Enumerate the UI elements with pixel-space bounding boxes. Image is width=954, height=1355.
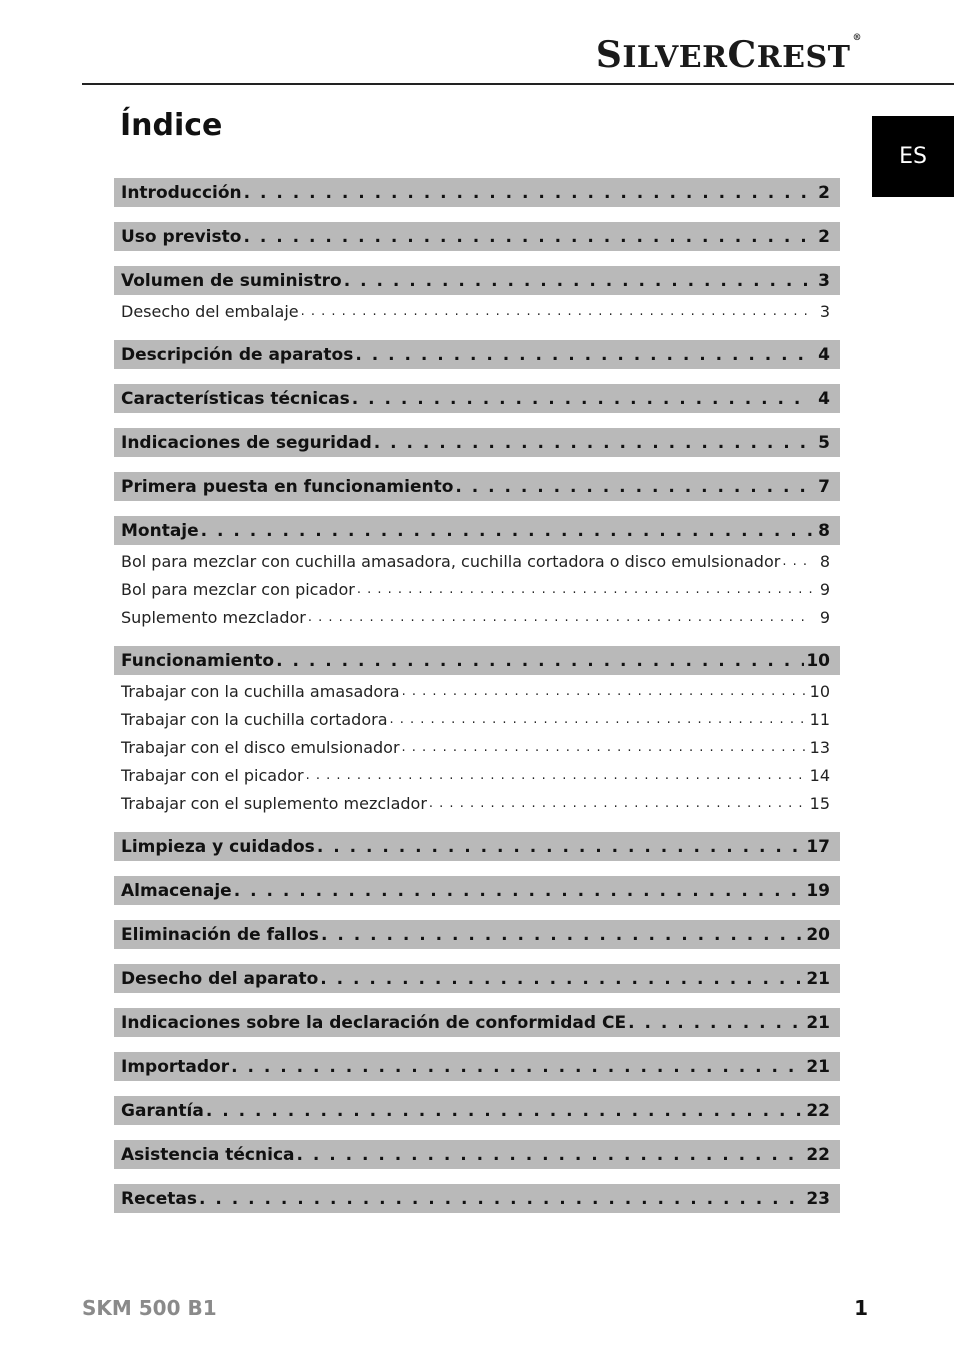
- footer-model: SKM 500 B1: [82, 1296, 217, 1320]
- toc-dot-leader: [357, 582, 812, 597]
- toc-entry-label: Trabajar con la cuchilla amasadora: [121, 681, 400, 701]
- toc-dot-leader: [402, 740, 808, 755]
- toc-dot-leader: [390, 712, 808, 727]
- toc-dot-leader: [455, 477, 812, 497]
- toc-dot-leader: [201, 521, 812, 541]
- toc-entry-label: Eliminación de fallos: [121, 924, 319, 945]
- toc-entry-page: 22: [806, 1144, 830, 1165]
- toc-section-entry[interactable]: [114, 428, 840, 457]
- toc-entry-label: Características técnicas: [121, 388, 350, 409]
- toc-dot-leader: [306, 768, 808, 783]
- toc-entry-label: Primera puesta en funcionamiento: [121, 476, 454, 497]
- toc-section-entry[interactable]: [114, 1052, 840, 1081]
- toc-entry-page: 14: [809, 765, 830, 785]
- toc-entry-label: Trabajar con el disco emulsionador: [121, 737, 400, 757]
- toc-section-entry[interactable]: [114, 516, 840, 545]
- toc-entry-label: Montaje: [121, 520, 199, 541]
- toc-entry-page: 22: [806, 1100, 830, 1121]
- toc-subsection-entry[interactable]: [114, 547, 840, 575]
- toc-dot-leader: [402, 684, 808, 699]
- toc-entry-page: 20: [806, 924, 830, 945]
- toc-dot-leader: [231, 1057, 804, 1077]
- toc-entry-page: 9: [819, 607, 830, 627]
- toc-entry-label: Indicaciones sobre la declaración de conformidad CE: [121, 1012, 627, 1033]
- toc-dot-leader: [320, 969, 804, 989]
- toc-entry-page: 9: [819, 579, 830, 599]
- toc-dot-leader: [355, 345, 812, 365]
- toc-entry-page: 17: [806, 836, 830, 857]
- language-tab: ES: [872, 116, 954, 197]
- toc-section-entry[interactable]: [114, 178, 840, 207]
- toc-dot-leader: [276, 651, 804, 671]
- toc-entry-page: 8: [818, 520, 830, 541]
- toc-entry-label: Bol para mezclar con picador: [121, 579, 355, 599]
- table-of-contents: [114, 178, 840, 1213]
- toc-entry-label: Importador: [121, 1056, 230, 1077]
- toc-entry-page: 5: [818, 432, 830, 453]
- toc-entry-page: 13: [809, 737, 830, 757]
- toc-subsection-entry[interactable]: [114, 677, 840, 705]
- toc-section-entry[interactable]: [114, 1184, 840, 1213]
- toc-dot-leader: [344, 271, 812, 291]
- toc-entry-label: Asistencia técnica: [121, 1144, 295, 1165]
- toc-dot-leader: [321, 925, 804, 945]
- toc-section-entry[interactable]: [114, 266, 840, 295]
- toc-entry-page: 10: [809, 681, 830, 701]
- toc-dot-leader: [782, 554, 812, 569]
- toc-entry-page: 10: [806, 650, 830, 671]
- toc-entry-label: Desecho del embalaje: [121, 301, 299, 321]
- toc-entry-label: Funcionamiento: [121, 650, 275, 671]
- toc-dot-leader: [206, 1101, 805, 1121]
- toc-subsection-entry[interactable]: [114, 761, 840, 789]
- toc-subsection-entry[interactable]: [114, 789, 840, 817]
- footer-page-number: 1: [854, 1296, 868, 1320]
- toc-entry-label: Recetas: [121, 1188, 197, 1209]
- toc-dot-leader: [429, 796, 808, 811]
- toc-dot-leader: [234, 881, 805, 901]
- toc-dot-leader: [628, 1013, 804, 1033]
- toc-section-entry[interactable]: [114, 222, 840, 251]
- toc-entry-page: 4: [818, 388, 830, 409]
- toc-entry-label: Trabajar con la cuchilla cortadora: [121, 709, 388, 729]
- toc-subsection-entry[interactable]: [114, 575, 840, 603]
- toc-entry-page: 4: [818, 344, 830, 365]
- toc-entry-label: Bol para mezclar con cuchilla amasadora, cuchilla cortadora o disco emulsionador: [121, 551, 781, 571]
- toc-dot-leader: [352, 389, 812, 409]
- toc-subsection-entry[interactable]: [114, 603, 840, 631]
- toc-subsection-entry[interactable]: [114, 297, 840, 325]
- toc-section-entry[interactable]: [114, 920, 840, 949]
- toc-entry-label: Uso previsto: [121, 226, 242, 247]
- toc-section-entry[interactable]: [114, 832, 840, 861]
- toc-dot-leader: [297, 1145, 805, 1165]
- toc-dot-leader: [301, 304, 812, 319]
- toc-entry-page: 3: [819, 301, 830, 321]
- toc-entry-label: Suplemento mezclador: [121, 607, 306, 627]
- toc-dot-leader: [199, 1189, 804, 1209]
- toc-entry-page: 8: [819, 551, 830, 571]
- toc-dot-leader: [244, 183, 812, 203]
- toc-entry-page: 3: [818, 270, 830, 291]
- toc-dot-leader: [374, 433, 812, 453]
- toc-entry-page: 15: [809, 793, 830, 813]
- toc-entry-label: Trabajar con el suplemento mezclador: [121, 793, 427, 813]
- toc-dot-leader: [308, 610, 812, 625]
- toc-entry-page: 21: [806, 1056, 830, 1077]
- toc-entry-label: Trabajar con el picador: [121, 765, 304, 785]
- toc-dot-leader: [317, 837, 805, 857]
- toc-entry-label: Indicaciones de seguridad: [121, 432, 372, 453]
- toc-section-entry[interactable]: [114, 384, 840, 413]
- toc-entry-label: Limpieza y cuidados: [121, 836, 315, 857]
- toc-entry-label: Descripción de aparatos: [121, 344, 354, 365]
- toc-entry-label: Volumen de suministro: [121, 270, 342, 291]
- toc-section-entry[interactable]: [114, 964, 840, 993]
- toc-entry-page: 7: [818, 476, 830, 497]
- toc-section-entry[interactable]: [114, 1096, 840, 1125]
- toc-section-entry[interactable]: [114, 1140, 840, 1169]
- toc-section-entry[interactable]: [114, 876, 840, 905]
- toc-entry-label: Almacenaje: [121, 880, 232, 901]
- toc-entry-label: Desecho del aparato: [121, 968, 319, 989]
- toc-entry-label: Garantía: [121, 1100, 204, 1121]
- toc-section-entry[interactable]: [114, 340, 840, 369]
- toc-entry-label: Introducción: [121, 182, 242, 203]
- header-rule: [82, 83, 954, 85]
- toc-entry-page: 2: [818, 182, 830, 203]
- brand-logo: SILVERCREST®: [595, 33, 862, 76]
- toc-subsection-entry[interactable]: [114, 733, 840, 761]
- toc-subsection-entry[interactable]: [114, 705, 840, 733]
- toc-entry-page: 23: [806, 1188, 830, 1209]
- toc-section-entry[interactable]: [114, 472, 840, 501]
- toc-entry-page: 21: [806, 1012, 830, 1033]
- toc-entry-page: 21: [806, 968, 830, 989]
- toc-entry-page: 2: [818, 226, 830, 247]
- toc-entry-page: 19: [806, 880, 830, 901]
- toc-section-entry[interactable]: [114, 646, 840, 675]
- toc-section-entry[interactable]: [114, 1008, 840, 1037]
- registered-mark: ®: [852, 33, 862, 43]
- toc-dot-leader: [243, 227, 812, 247]
- toc-entry-page: 11: [809, 709, 830, 729]
- page-title: Índice: [120, 108, 223, 143]
